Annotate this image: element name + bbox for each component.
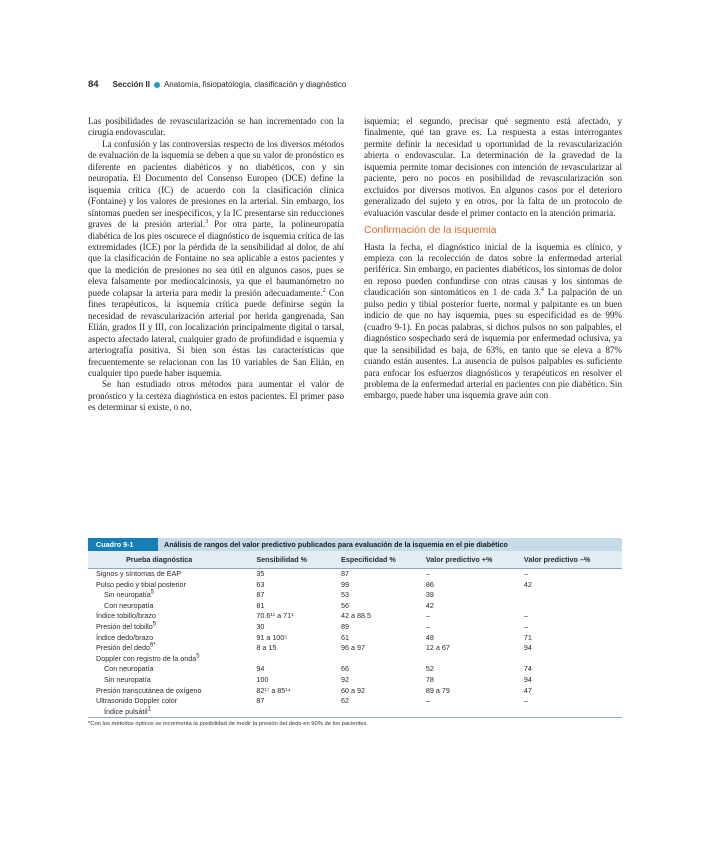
- row-label: [88, 643, 256, 654]
- table-cell-vpp: 52: [425, 664, 434, 674]
- paragraph: Las posibilidades de revascularización se han incrementado con la cirugía endovascular.: [88, 116, 344, 138]
- section-subtitle: Anatomía, fisiopatología, clasificación y diagnóstico: [163, 80, 347, 89]
- reference-marker: 2: [322, 287, 326, 294]
- table-row: [88, 569, 622, 580]
- table-row: [88, 675, 622, 686]
- table-cell-esp: 61: [341, 632, 350, 642]
- table-cell-esp: 53: [341, 590, 350, 600]
- table-cell-vpp: –: [425, 611, 430, 621]
- table-cell-vpn: 94: [523, 643, 532, 653]
- paragraph: [88, 139, 344, 380]
- table-cell-esp: 96 a 97: [341, 643, 366, 653]
- table-cell-vpn: [524, 707, 622, 718]
- table-cell-sens: [256, 707, 341, 718]
- table-cell-vpn: 71: [523, 632, 532, 642]
- column-header: Sensibilidad %: [256, 551, 341, 569]
- table-row: [88, 622, 622, 633]
- row-label-text: Con neuropatía: [104, 664, 154, 674]
- row-label-text: Sin neuropatía: [104, 674, 151, 684]
- table-cell-vpp: 78: [425, 674, 434, 684]
- table-cell-sens: 63: [256, 579, 265, 589]
- table-cell-sens: 100: [256, 674, 269, 684]
- column-header: Especificidad %: [341, 551, 426, 569]
- table-cell-esp: 42 a 88.5: [341, 611, 372, 621]
- reference-marker: 4: [540, 287, 544, 294]
- table-cell-esp: 92: [341, 674, 350, 684]
- row-label-text: Índice pulsátil: [104, 706, 148, 716]
- reference-marker: 5: [152, 621, 157, 628]
- row-label-text: Sin neuropatía: [104, 590, 151, 600]
- row-label: [88, 580, 256, 591]
- table-cell-esp: 66: [341, 664, 350, 674]
- table-cell-sens: 94: [256, 664, 265, 674]
- table-cell-vpp: –: [425, 696, 430, 706]
- row-label: [88, 664, 256, 675]
- table-cell-esp: 62: [341, 696, 350, 706]
- row-label-text: Presión del tobillo: [96, 621, 153, 631]
- table-title: Análisis de rangos del valor predictivo publicados para evaluación de la isquemia en el pie diabético: [158, 538, 622, 551]
- paragraph-text: Con fines terapéuticos, la isquemia crítica puede definirse según la necesidad de revascularización arterial por herida gangrenada, San Elián, grados II y III, con localización principalmente digital o tarsal, aspecto afectado lateral, cualquier grado de profundidad e isquemia y arteriografía positiva. Si bien son éstas las características que frecuentemente se relacionan con las 10 variables de San Elián, en cualquier tipo puede haber isquemia.: [88, 287, 344, 378]
- table-title-bar: [88, 538, 622, 551]
- table-cell-vpp: 42: [425, 600, 434, 610]
- row-label: [88, 601, 256, 612]
- running-header: [88, 79, 628, 90]
- row-label-text: Doppler con registro de la onda: [96, 653, 197, 663]
- table-cell-vpp: –: [425, 569, 430, 578]
- table-cell-vpp: [426, 654, 524, 665]
- table-row: [88, 643, 622, 654]
- table-row: [88, 580, 622, 591]
- row-label-text: Presión del dedo: [96, 643, 150, 653]
- table-cell-esp: 60 a 92: [341, 685, 366, 695]
- table-cell-vpp: 89 a 79: [425, 685, 450, 695]
- data-table: [88, 551, 622, 718]
- table-cell-vpp: 39: [425, 590, 434, 600]
- row-label-text: Con neuropatía: [104, 600, 154, 610]
- table-cell-sens: 87: [256, 590, 265, 600]
- table-cell-sens: 81: [256, 600, 265, 610]
- table-cell-vpn: –: [523, 621, 528, 631]
- column-header: Valor predictivo –%: [524, 551, 622, 569]
- table-box: [88, 538, 622, 727]
- table-cell-esp: 99: [341, 579, 350, 589]
- table-body: [88, 569, 622, 718]
- table-cell-sens: [256, 654, 341, 665]
- row-label: [88, 611, 256, 622]
- row-label-text: Índice dedo/brazo: [96, 632, 154, 642]
- paragraph-text: Hasta la fecha, el diagnóstico inicial de la isquemia es clínico, y empieza con la recolección de datos sobre la enfermedad arterial periférica. Sin embargo, en pacientes diabéticos, los síntomas de dolor en reposo pueden confundirse con otras causas y los síntomas de claudicación son sintomáticos en 1 de cada 3.: [364, 241, 622, 298]
- page-number: 84: [88, 79, 99, 90]
- table-row: [88, 601, 622, 612]
- row-label-text: Pulso pedio y tibial posterior: [96, 579, 186, 589]
- table-cell-sens: 91 a 100⁵: [256, 632, 288, 642]
- table-header-row: [88, 551, 622, 569]
- table-row: [88, 633, 622, 644]
- row-label: [88, 696, 256, 707]
- paragraph-text: La palpación de un pulso pedio y tibial posterior fuerte, normal y palpitante es un buen indicio de que no hay isquemia, pues su especificidad es de 99% (cuadro 9-1). En pocas palabras, si dichos pulsos no son palpables, el diagnóstico sospechado será de isquemia por enfermedad oclusiva, ya que la sensibilidad es baja, de 63%, en tanto que se eleva a 87% cuando están ausentes. La ausencia de pulsos palpables es suficiente para enfocar los esfuerzos diagnósticos y terapéuticos en resolver el problema de la enfermedad arterial en pacientes con pie diabético. Sin embargo, puede haber una isquemia grave aún con: [364, 287, 622, 401]
- table-cell-esp: [341, 654, 426, 665]
- table-cell-vpn: 94: [523, 674, 532, 684]
- table-cell-vpp: 48: [425, 632, 434, 642]
- table-cell-vpn: –: [523, 569, 528, 578]
- table-cell-vpn: 47: [523, 685, 532, 695]
- row-label: [88, 590, 256, 601]
- table-row: [88, 590, 622, 601]
- row-label-text: Signos y síntomas de EAP: [96, 569, 182, 578]
- table-label: Cuadro 9-1: [88, 538, 158, 551]
- table-footnote: *Con los métodos ópticos se incrementa la posibilidad de medir la presión del dedo en 90% de los pacientes.: [88, 721, 369, 728]
- table-cell-vpn: –: [523, 611, 528, 621]
- table-cell-sens: 82¹⁷ a 85¹⁴: [256, 685, 291, 695]
- row-label: [88, 654, 256, 665]
- section-label: Sección II: [112, 80, 150, 89]
- table-cell-vpp: 86: [425, 579, 434, 589]
- table-cell-esp: 87: [341, 569, 350, 578]
- row-label: [88, 686, 256, 697]
- table-cell-esp: 56: [341, 600, 350, 610]
- table-row: [88, 696, 622, 707]
- table-cell-vpn: [524, 654, 622, 665]
- right-column: [364, 116, 622, 402]
- table-cell-vpn: –: [523, 696, 528, 706]
- row-label: [88, 569, 256, 580]
- row-label: [88, 633, 256, 644]
- left-column: [88, 116, 344, 414]
- table-cell-esp: [341, 707, 426, 718]
- table-cell-vpn: 74: [523, 664, 532, 674]
- row-label: [88, 622, 256, 633]
- paragraph: [364, 242, 622, 402]
- bullet-dot-icon: [154, 82, 160, 88]
- table-cell-vpp: 12 a 67: [425, 643, 450, 653]
- table-cell-vpp: [426, 707, 524, 718]
- table-cell-sens: 87: [256, 696, 265, 706]
- table-cell-vpn: [524, 590, 622, 601]
- reference-marker: 5: [150, 589, 155, 596]
- table-cell-sens: 35: [256, 569, 265, 578]
- table-row: [88, 611, 622, 622]
- table-cell-vpn: 42: [523, 579, 532, 589]
- row-label: [88, 707, 256, 718]
- row-label-text: Presión transcutánea de oxígeno: [96, 685, 202, 695]
- paragraph-text: Por otra parte, la polineuropatía diabética de los pies oscurece el diagnóstico de isquemia crítica de las extremidades (ICE) por la pérdida de la sensibilidad al dolor, de ahí que la clasificación de Fontaine no sea aplicable a estos pacientes y que la medición de presiones no sea útil en algunos casos, pues se eleva falsamente por mediocalcinosis, ya que el baumanómetro no puede colapsar la arteria para medir la presión adecuadamente.: [88, 219, 344, 298]
- reference-marker: 5: [196, 653, 200, 660]
- reference-marker: 6*: [149, 642, 156, 649]
- table-cell-vpn: [524, 601, 622, 612]
- paragraph: isquemia; el segundo, precisar qué segmento está afectado, y finalmente, qué tan grave es. La respuesta a estas interrogantes permite definir la necesidad u oportunidad de la revascularización abierta o endovascular. La determinación de la gravedad de la isquemia permite tomar decisiones con intención de revascularizar al paciente, pero no pocos en posibilidad de revascularización son excluidos por diversos motivos. En algunos casos por el deterioro generalizado del sujeto y en otros, por la falta de un protocolo de evaluación vascular desde el primer contacto en la atención primaria.: [364, 116, 622, 218]
- table-row: [88, 664, 622, 675]
- row-label: [88, 675, 256, 686]
- table-row: [88, 686, 622, 697]
- section-heading: Confirmación de la isquemia: [364, 224, 497, 237]
- reference-marker: 3: [205, 219, 209, 226]
- paragraph-text: La confusión y las controversias respecto de los diversos métodos de evaluación de la isquemia se deben a que su valor de pronóstico es diferente en pacientes diabéticos y no diabéticos, con y sin neuropatía. El Documento del Consenso Europeo (DCE) define la isquemia crítica (IC) de acuerdo con la clasificación clínica (Fontaine) y los valores de presiones en la arterial. Sin embargo, los síntomas pueden ser inespecíficos, y la IC presentarse sin reducciones graves de la presión arterial.: [88, 138, 344, 230]
- table-cell-sens: 30: [256, 621, 265, 631]
- reference-marker: 1: [147, 706, 151, 713]
- column-header: Prueba diagnóstica: [88, 551, 256, 569]
- table-cell-sens: 70.6¹¹ a 71¹: [256, 611, 294, 621]
- column-header: Valor predictivo +%: [426, 551, 524, 569]
- table-cell-esp: 89: [341, 621, 350, 631]
- row-label-text: Ultrasonido Doppler color: [96, 696, 178, 706]
- table-row: [88, 707, 622, 718]
- paragraph: Se han estudiado otros métodos para aumentar el valor de pronóstico y la certeza diagnóstica en estos pacientes. El primer paso es determinar si existe, o no,: [88, 379, 344, 413]
- table-cell-vpp: –: [425, 621, 430, 631]
- row-label-text: Índice tobillo/brazo: [96, 611, 156, 621]
- table-cell-sens: 8 a 15: [256, 643, 277, 653]
- table-row: [88, 654, 622, 665]
